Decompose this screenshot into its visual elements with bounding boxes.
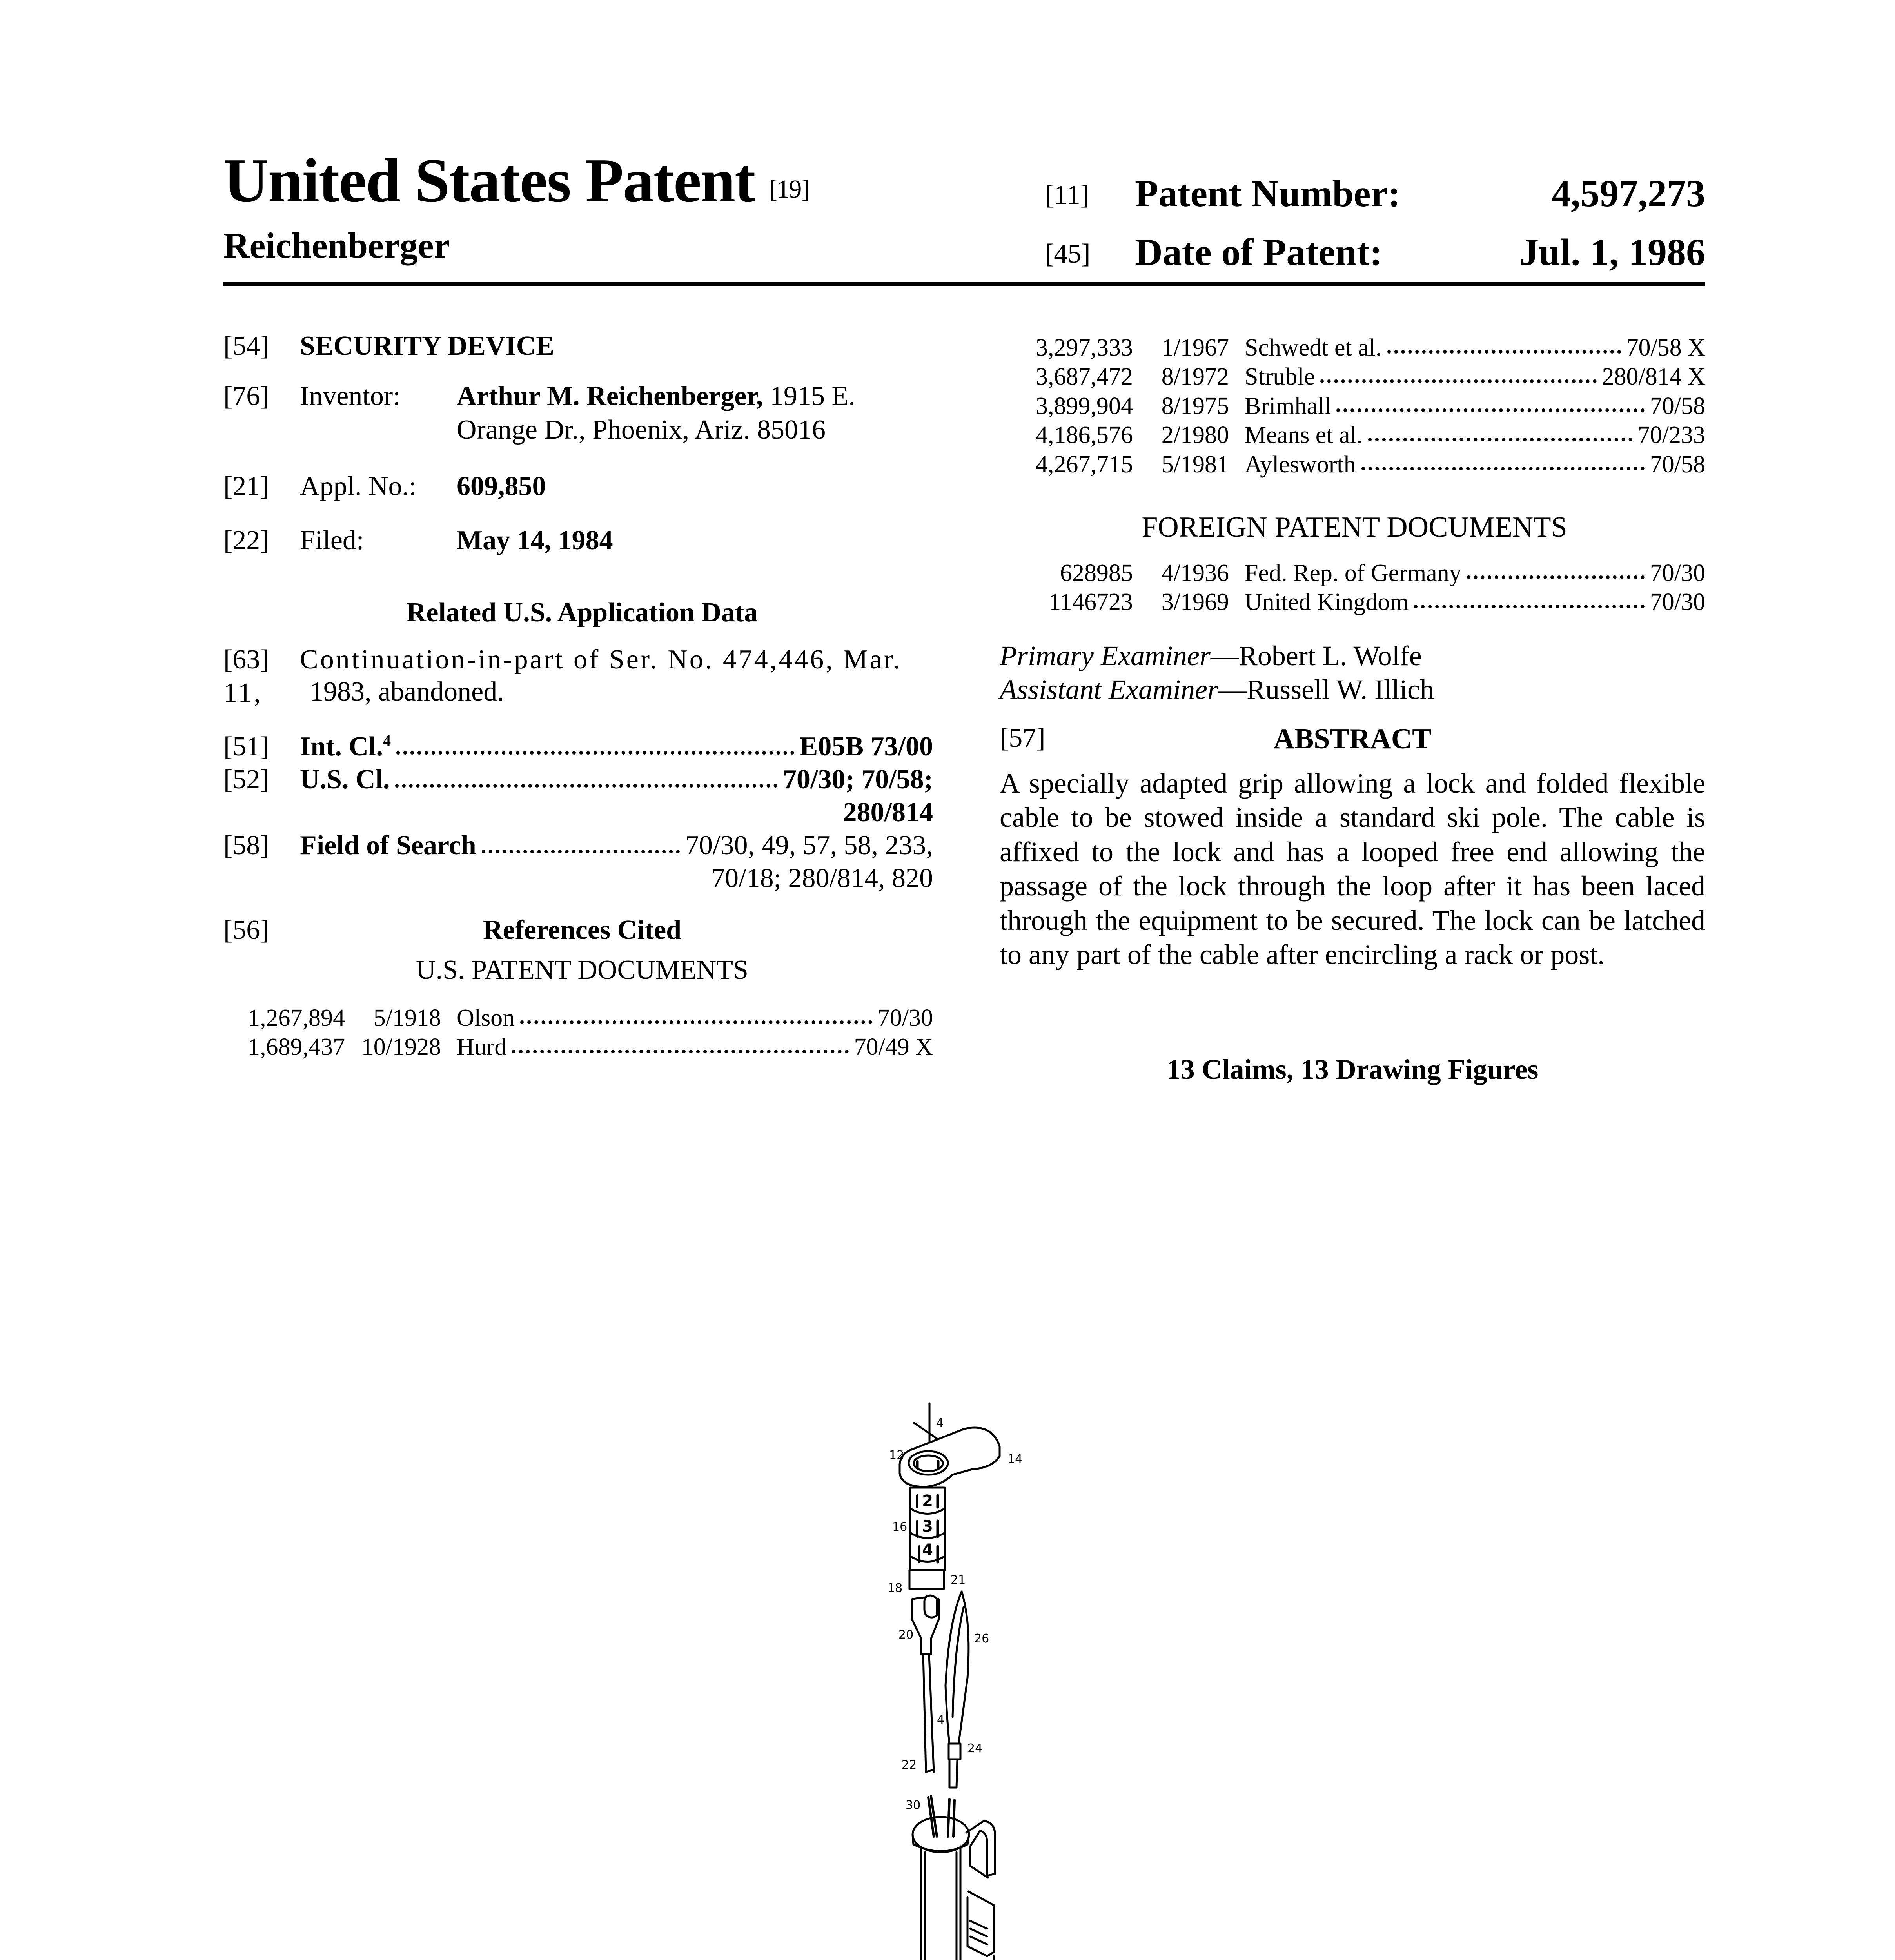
ref-number: 3,687,472 <box>1036 363 1133 390</box>
reference-row <box>1004 392 1705 421</box>
ref-number: 4,267,715 <box>1036 451 1133 478</box>
filed-field <box>223 524 929 557</box>
field-search-value: 70/30, 49, 57, 58, 233, <box>685 830 933 860</box>
ski-pole-grip <box>911 1796 995 1960</box>
dial-digit: 4 <box>922 1541 933 1559</box>
leader-dots <box>512 1050 848 1053</box>
ref-class: 70/49 X <box>854 1034 933 1061</box>
ref-date: 5/1918 <box>373 1005 441 1031</box>
primary-examiner <box>1000 639 1422 673</box>
field-code: [52] <box>223 764 269 795</box>
ref-name: United Kingdom <box>1245 589 1409 616</box>
primary-examiner-label: Primary Examiner <box>1000 640 1211 671</box>
inventor-label: Inventor: <box>300 381 401 411</box>
ref-date: 5/1981 <box>1161 451 1229 478</box>
ref-numeral: 18 <box>888 1581 903 1595</box>
patent-drawing <box>862 1372 1176 1960</box>
foreign-docs-list <box>1004 559 1705 617</box>
ref-numeral: 12 <box>889 1448 904 1462</box>
dial-digit: 2 <box>922 1492 933 1510</box>
leader-dots <box>482 850 680 853</box>
int-cl-label <box>300 730 391 763</box>
ref-class: 70/58 X <box>1626 334 1705 361</box>
header-rule <box>223 282 1705 286</box>
reference-row <box>1004 362 1705 391</box>
field-code: [51] <box>223 731 269 762</box>
leader-dots <box>1414 605 1644 608</box>
reference-row <box>216 1004 933 1033</box>
ref-number: 3,297,333 <box>1036 334 1133 361</box>
ref-date: 10/1928 <box>361 1034 441 1061</box>
reference-row <box>1004 559 1705 588</box>
dial-digit: 3 <box>922 1517 933 1535</box>
us-docs-list-right <box>1004 333 1705 479</box>
ref-class: 70/233 <box>1637 422 1705 449</box>
foreign-docs-heading: FOREIGN PATENT DOCUMENTS <box>1142 511 1567 543</box>
int-cl-value: E05B 73/00 <box>799 731 933 762</box>
primary-examiner-name: —Robert L. Wolfe <box>1210 640 1422 671</box>
inventor-surname: Reichenberger <box>223 225 450 265</box>
ref-numeral: 4 <box>937 1713 945 1727</box>
title-field <box>223 329 929 363</box>
ref-date: 1/1967 <box>1161 334 1229 361</box>
title-text: United States Patent <box>223 145 755 215</box>
continuation-line-1: Continuation-in-part of Ser. No. 474,446, Mar. 11, <box>223 644 902 708</box>
field-code: [76] <box>223 381 269 411</box>
ref-number: 628985 <box>1060 560 1133 586</box>
ref-class: 70/30 <box>1650 589 1705 616</box>
field-search-value-2: 70/18; 280/814, 820 <box>711 863 933 893</box>
field-code: [58] <box>223 830 269 860</box>
ref-numeral: 16 <box>892 1520 908 1534</box>
ref-class: 280/814 X <box>1602 363 1705 390</box>
ref-class: 70/30 <box>1650 560 1705 586</box>
filed-label: Filed: <box>300 525 364 555</box>
inventor-field <box>223 379 929 413</box>
appl-field <box>223 470 929 503</box>
ref-date: 4/1936 <box>1161 560 1229 586</box>
reference-row <box>1004 588 1705 617</box>
abstract-code: [57] <box>1000 723 1046 753</box>
inventor-name: Arthur M. Reichenberger, <box>457 381 763 411</box>
leader-dots <box>396 751 794 755</box>
ref-name: Brimhall <box>1245 392 1331 419</box>
title-code: [19] <box>769 175 809 203</box>
leader-dots <box>1320 379 1596 383</box>
int-cl-sup: 4 <box>383 731 391 750</box>
ref-numeral: 4 <box>936 1416 944 1430</box>
inventor-address-2: Orange Dr., Phoenix, Ariz. 85016 <box>457 415 826 445</box>
date-label: Date of Patent: <box>1135 231 1383 274</box>
date-code: [45] <box>1045 239 1091 269</box>
patent-number-label: Patent Number: <box>1135 172 1401 215</box>
field-code: [54] <box>223 331 269 361</box>
ref-date: 8/1975 <box>1161 392 1229 419</box>
reference-row <box>1004 450 1705 479</box>
patent-number-value: 4,597,273 <box>1552 172 1705 215</box>
assistant-examiner-label: Assistant Examiner <box>1000 674 1218 705</box>
int-cl-text: Int. Cl. <box>300 731 383 762</box>
references-heading: References Cited <box>483 915 681 945</box>
ref-date: 2/1980 <box>1161 422 1229 449</box>
field-search-label: Field of Search <box>300 830 476 860</box>
ref-numeral: 21 <box>951 1573 966 1587</box>
date-row <box>1045 233 1705 272</box>
us-cl-label: U.S. Cl. <box>300 764 390 795</box>
reference-row <box>216 1033 933 1062</box>
leader-dots <box>1336 408 1644 412</box>
us-cl-field <box>223 763 933 796</box>
field-code: [63] <box>223 644 269 675</box>
ref-numeral: 22 <box>902 1758 917 1772</box>
assistant-examiner-name: —Russell W. Illich <box>1218 674 1434 705</box>
appl-label: Appl. No.: <box>300 471 417 501</box>
inventor-address-1: 1915 E. <box>770 381 855 411</box>
ref-numeral: 20 <box>898 1628 914 1642</box>
ref-numeral: 14 <box>1007 1452 1023 1466</box>
patent-title <box>223 145 809 215</box>
claims-summary: 13 Claims, 13 Drawing Figures <box>1166 1054 1539 1085</box>
us-docs-list-left <box>216 1004 933 1062</box>
ref-number: 3,899,904 <box>1036 392 1133 419</box>
reference-row <box>1004 421 1705 450</box>
patent-number-code: [11] <box>1045 180 1090 210</box>
ref-name: Aylesworth <box>1245 451 1356 478</box>
ref-numeral: 30 <box>906 1798 921 1812</box>
ref-date: 8/1972 <box>1161 363 1229 390</box>
field-code: [56] <box>223 915 269 945</box>
leader-dots <box>1467 575 1645 579</box>
ref-number: 1146723 <box>1049 589 1133 616</box>
field-code: [22] <box>223 525 269 555</box>
abstract-text: A specially adapted grip allowing a lock and folded flexible cable to be stowed inside a standard ski pole. The cable is affixed to the lock and has a looped free end allowing the passage of the lock through the loop after it has been laced through the equipment to be secured. The lock can be latched to any part of the cable after encircling a rack or post. <box>1000 768 1705 971</box>
ref-numeral: 24 <box>967 1742 983 1755</box>
related-heading: Related U.S. Application Data <box>406 597 758 628</box>
ref-number: 1,267,894 <box>248 1005 345 1031</box>
us-cl-value: 70/30; 70/58; <box>782 764 933 795</box>
leader-dots <box>1368 438 1632 441</box>
field-code: [21] <box>223 471 269 501</box>
date-value: Jul. 1, 1986 <box>1519 231 1705 274</box>
lock-head <box>900 1428 1000 1487</box>
ref-name: Hurd <box>457 1034 507 1061</box>
ref-class: 70/58 <box>1650 392 1705 419</box>
appl-number: 609,850 <box>457 471 546 501</box>
patent-number-row <box>1045 174 1705 213</box>
ref-name: Olson <box>457 1005 515 1031</box>
ref-date: 3/1969 <box>1161 589 1229 616</box>
ref-number: 1,689,437 <box>248 1034 345 1061</box>
filed-date: May 14, 1984 <box>457 525 613 555</box>
us-cl-value-2: 280/814 <box>843 797 933 828</box>
abstract-heading: ABSTRACT <box>1273 723 1432 755</box>
reference-row <box>1004 333 1705 362</box>
ref-class: 70/58 <box>1650 451 1705 478</box>
leader-dots <box>395 784 777 788</box>
ref-name: Means et al. <box>1245 422 1363 449</box>
ref-number: 4,186,576 <box>1036 422 1133 449</box>
leader-dots <box>1361 467 1645 470</box>
ref-name: Struble <box>1245 363 1315 390</box>
ref-class: 70/30 <box>877 1005 933 1031</box>
us-patent-docs-heading: U.S. PATENT DOCUMENTS <box>416 955 748 985</box>
int-cl-field <box>223 730 933 763</box>
invention-title: SECURITY DEVICE <box>300 331 554 361</box>
ref-numeral: 26 <box>974 1632 989 1646</box>
ref-name: Schwedt et al. <box>1245 334 1382 361</box>
lock-shackle <box>909 1570 944 1654</box>
leader-dots <box>520 1020 872 1024</box>
ref-name: Fed. Rep. of Germany <box>1245 560 1461 586</box>
leader-dots <box>1387 350 1621 354</box>
field-of-search <box>223 829 933 862</box>
assistant-examiner <box>1000 673 1434 707</box>
continuation-line-2: 1983, abandoned. <box>310 677 504 707</box>
